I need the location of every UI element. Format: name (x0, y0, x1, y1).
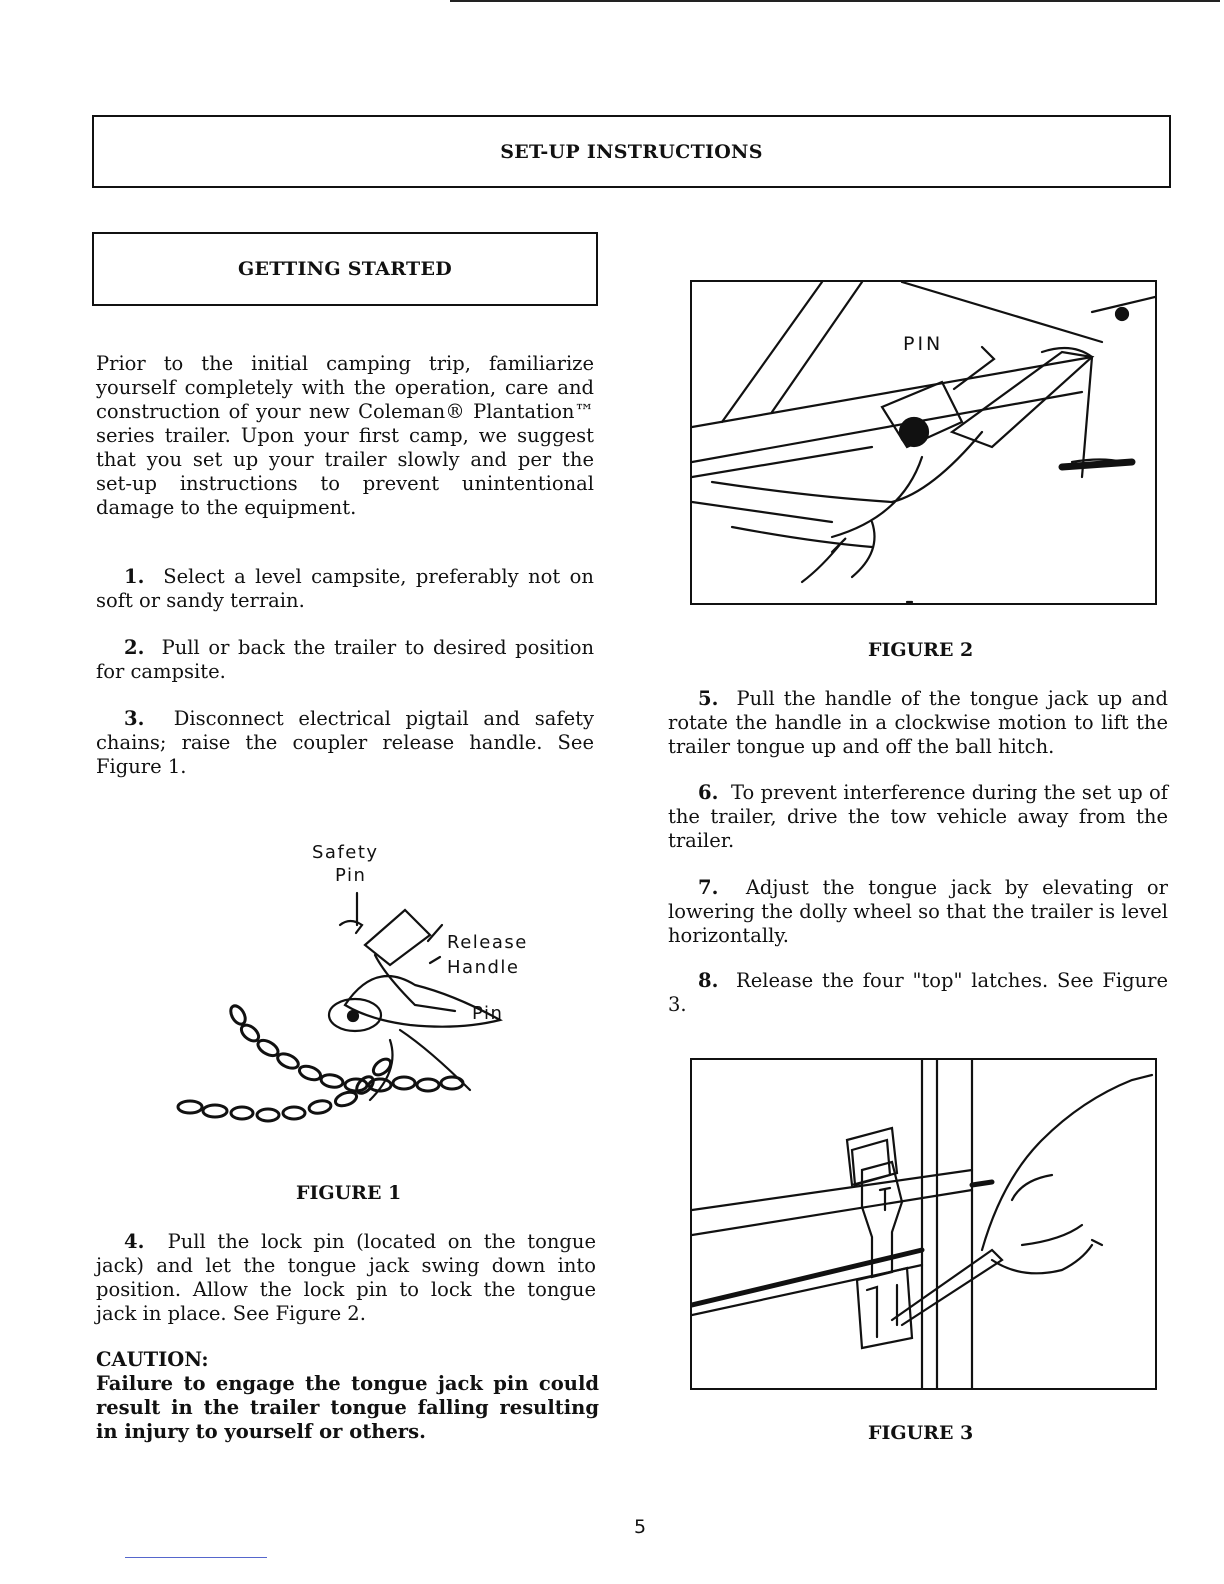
latch-drawing (692, 1060, 1155, 1388)
figure-1-label-release: Release (447, 932, 528, 953)
figure-3-caption: FIGURE 3 (868, 1422, 974, 1444)
step-text: To prevent interference during the set up of the trailer, drive the tow vehicle away from the trailer. (668, 781, 1168, 852)
figure-1-caption: FIGURE 1 (296, 1182, 402, 1204)
step-text: Select a level campsite, preferably not on soft or sandy terrain. (96, 565, 594, 612)
step-number: 6. (698, 781, 719, 804)
tongue-jack-drawing (692, 282, 1155, 603)
step-number: 8. (698, 969, 719, 992)
step-number: 3. (124, 707, 145, 730)
step-3 (96, 707, 594, 779)
top-rule (450, 0, 1220, 2)
step-text: Pull the lock pin (located on the tongue jack) and let the tongue jack swing down into position. Allow the lock pin to lock the tongue jack in place. See Figure 2. (96, 1230, 596, 1325)
page-title-text: SET-UP INSTRUCTIONS (500, 140, 763, 163)
figure-3 (690, 1058, 1157, 1390)
step-text: Release the four "top" latches. See Figure 3. (668, 969, 1168, 1016)
figure-2-caption: FIGURE 2 (868, 639, 974, 661)
step-number: 1. (124, 565, 145, 588)
figure-1-label-pin-top: Pin (335, 865, 367, 886)
step-7 (668, 876, 1168, 948)
step-number: 4. (124, 1230, 145, 1253)
step-number: 5. (698, 687, 719, 710)
page-title (92, 115, 1171, 188)
coupler-chain-drawing (160, 835, 560, 1145)
figure-1 (160, 835, 560, 1145)
figure-1-label-handle: Handle (447, 957, 520, 978)
step-8 (668, 969, 1168, 1017)
step-2 (96, 636, 594, 684)
figure-1-label-pin: Pin (472, 1003, 504, 1024)
step-text: Disconnect electrical pigtail and safety chains; raise the coupler release handle. See Figure 1. (96, 707, 594, 778)
step-6 (668, 781, 1168, 853)
figure-2 (690, 280, 1157, 605)
step-number: 7. (698, 876, 719, 899)
section-title (92, 232, 598, 306)
step-5 (668, 687, 1168, 759)
step-text: Adjust the tongue jack by elevating or lowering the dolly wheel so that the trailer is level horizontally. (668, 876, 1168, 947)
page-number: 5 (634, 1516, 647, 1538)
step-1 (96, 565, 594, 613)
step-4 (96, 1230, 596, 1326)
figure-1-label-safety: Safety (312, 842, 379, 863)
caution-text: Failure to engage the tongue jack pin could result in the trailer tongue falling resulting in injury to yourself or others. (96, 1372, 599, 1443)
intro-paragraph: Prior to the initial camping trip, familiarize yourself completely with the operation, care and construction of your new Coleman® Plantation™ series trailer. Upon your first camp, we suggest that you set up your trailer slowly and per the set-up instructions to prevent unintentional damage to the equipment. (96, 352, 594, 519)
step-text: Pull or back the trailer to desired position for campsite. (96, 636, 595, 683)
section-title-text: GETTING STARTED (237, 258, 453, 280)
step-text: Pull the handle of the tongue jack up and rotate the handle in a clockwise motion to lift the trailer tongue up and off the ball hitch. (668, 687, 1168, 758)
bottom-rule (125, 1557, 267, 1558)
step-number: 2. (124, 636, 145, 659)
caution-heading: CAUTION: (96, 1348, 209, 1371)
figure-2-label-pin: PIN (903, 333, 944, 355)
